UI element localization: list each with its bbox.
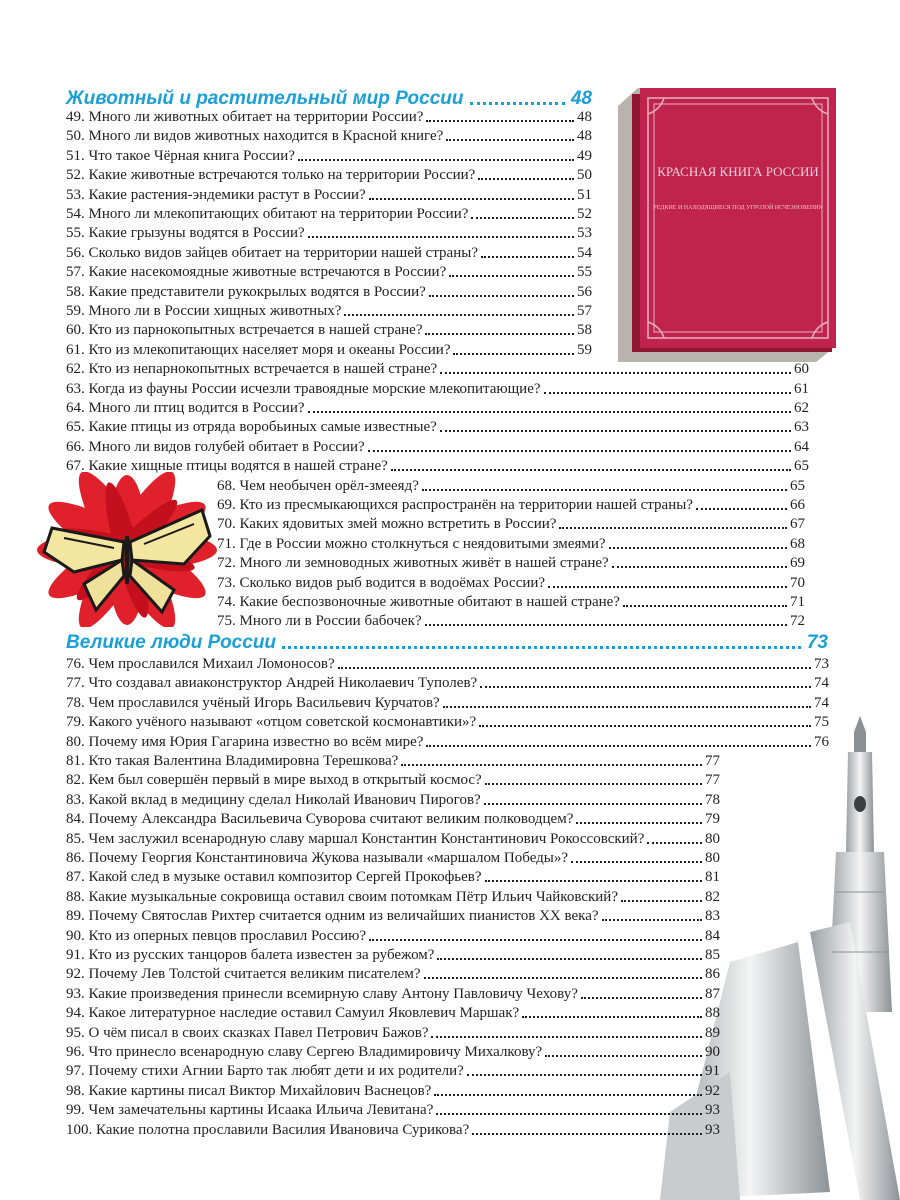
toc-page-number: 88 bbox=[705, 1005, 720, 1022]
toc-question: 56. Сколько видов зайцев обитает на территории нашей страны? bbox=[66, 244, 478, 261]
dot-leader bbox=[609, 547, 787, 549]
toc-page-number: 73 bbox=[814, 656, 829, 672]
toc-question: 54. Много ли млекопитающих обитают на территории России? bbox=[66, 206, 469, 222]
dot-leader bbox=[446, 139, 574, 141]
dot-leader bbox=[437, 958, 702, 960]
toc-entry[interactable] bbox=[66, 984, 720, 1003]
toc-entry[interactable] bbox=[66, 301, 592, 320]
toc-entry[interactable] bbox=[66, 165, 592, 184]
dot-leader bbox=[559, 527, 787, 529]
toc-entry[interactable] bbox=[217, 514, 805, 533]
toc-page-number: 60 bbox=[794, 361, 809, 378]
dot-leader bbox=[425, 333, 574, 335]
toc-page-number: 74 bbox=[814, 694, 829, 711]
dot-leader bbox=[338, 667, 811, 669]
dot-leader bbox=[453, 353, 574, 355]
toc-question: 99. Чем замечательны картины Исаака Ильича Левитана? bbox=[66, 1102, 434, 1119]
toc-question: 53. Какие растения-эндемики растут в России? bbox=[66, 186, 366, 203]
toc-entry[interactable] bbox=[66, 243, 592, 262]
toc-question: 86. Почему Георгия Константиновича Жукова называли «маршалом Победы»? bbox=[66, 850, 569, 866]
toc-entry[interactable] bbox=[66, 673, 829, 692]
toc-question: 59. Много ли в России хищных животных? bbox=[66, 303, 342, 319]
dot-leader bbox=[647, 842, 702, 844]
toc-page-number: 92 bbox=[705, 1082, 720, 1099]
toc-page-number: 48 bbox=[577, 109, 592, 125]
toc-entry[interactable] bbox=[217, 534, 805, 553]
toc-entry[interactable] bbox=[66, 282, 592, 301]
toc-question: 100. Какие полотна прославили Василия Ивановича Сурикова? bbox=[66, 1121, 470, 1138]
toc-question: 76. Чем прославился Михаил Ломоносов? bbox=[66, 656, 335, 672]
dot-leader bbox=[485, 783, 702, 785]
dot-leader bbox=[485, 880, 702, 882]
toc-entry[interactable] bbox=[66, 848, 720, 867]
toc-page-number: 66 bbox=[790, 497, 805, 513]
dot-leader bbox=[424, 977, 703, 979]
toc-page-number: 49 bbox=[577, 147, 592, 164]
toc-page-number: 50 bbox=[577, 167, 592, 184]
toc-page-number: 51 bbox=[577, 186, 592, 203]
toc-entry[interactable] bbox=[66, 398, 809, 417]
toc-page-number: 74 bbox=[814, 675, 829, 692]
toc-entry[interactable] bbox=[217, 495, 805, 514]
toc-page-number: 79 bbox=[705, 811, 720, 828]
dot-leader bbox=[436, 1113, 702, 1115]
toc-question: 49. Много ли животных обитает на территории России? bbox=[66, 109, 424, 125]
toc-question: 81. Кто такая Валентина Владимировна Терешкова? bbox=[66, 753, 399, 769]
toc-question: 84. Почему Александра Васильевича Суворова считают великим полководцем? bbox=[66, 811, 574, 828]
toc-question: 79. Какого учёного называют «отцом советской космонавтики»? bbox=[66, 714, 477, 731]
toc-question: 85. Чем заслужил всенародную славу маршал Константин Константинович Рокоссовский? bbox=[66, 830, 645, 847]
toc-page-number: 85 bbox=[705, 947, 720, 963]
toc-question: 72. Много ли земноводных животных живёт в нашей стране? bbox=[217, 555, 609, 572]
red-book-illustration bbox=[610, 84, 840, 364]
toc-entry[interactable] bbox=[217, 476, 805, 495]
dot-leader bbox=[440, 372, 791, 374]
toc-question: 66. Много ли видов голубей обитает в России? bbox=[66, 438, 365, 455]
dot-leader bbox=[481, 256, 574, 258]
dot-leader bbox=[545, 1055, 702, 1057]
toc-entry[interactable] bbox=[66, 1003, 720, 1022]
dot-leader bbox=[391, 469, 791, 471]
toc-question: 82. Кем был совершён первый в мире выход в открытый космос? bbox=[66, 772, 482, 789]
toc-entry[interactable] bbox=[66, 456, 809, 475]
toc-entry[interactable] bbox=[66, 867, 720, 886]
toc-page-number: 55 bbox=[577, 264, 592, 281]
toc-page-number: 80 bbox=[705, 850, 720, 866]
toc-entry[interactable] bbox=[66, 1120, 720, 1139]
toc-page-number: 93 bbox=[705, 1121, 720, 1138]
toc-question: 90. Кто из оперных певцов прославил Россию? bbox=[66, 927, 367, 944]
toc-question: 70. Каких ядовитых змей можно встретить в России? bbox=[217, 516, 557, 533]
toc-page-number: 48 bbox=[577, 128, 592, 145]
toc-page-number: 62 bbox=[794, 400, 809, 416]
toc-page-number: 61 bbox=[794, 380, 809, 397]
toc-page-number: 86 bbox=[705, 966, 720, 983]
toc-entry[interactable] bbox=[66, 906, 720, 925]
dot-leader bbox=[478, 178, 574, 180]
toc-page-number: 63 bbox=[794, 419, 809, 436]
dot-leader bbox=[429, 295, 574, 297]
dot-leader bbox=[369, 198, 574, 200]
toc-question: 57. Какие насекомоядные животные встречаются в России? bbox=[66, 264, 447, 281]
toc-question: 95. О чём писал в своих сказках Павел Петрович Бажов? bbox=[66, 1024, 429, 1041]
toc-question: 64. Много ли птиц водится в России? bbox=[66, 400, 305, 416]
toc-question: 60. Кто из парнокопытных встречается в нашей стране? bbox=[66, 322, 423, 339]
toc-question: 73. Сколько видов рыб водится в водоёмах России? bbox=[217, 574, 546, 591]
toc-question: 67. Какие хищные птицы водятся в нашей стране? bbox=[66, 458, 388, 475]
dot-leader bbox=[522, 1016, 702, 1018]
dot-leader bbox=[426, 120, 574, 122]
toc-question: 78. Чем прославился учёный Игорь Васильевич Курчатов? bbox=[66, 694, 440, 711]
toc-entry[interactable] bbox=[66, 417, 809, 436]
toc-page-number: 76 bbox=[814, 733, 829, 750]
dot-leader bbox=[344, 314, 574, 316]
toc-entry[interactable] bbox=[217, 573, 805, 592]
toc-page-number: 77 bbox=[705, 772, 720, 789]
toc-entry[interactable] bbox=[217, 611, 805, 630]
dot-leader bbox=[431, 1036, 702, 1038]
dot-leader bbox=[369, 939, 702, 941]
toc-question: 62. Кто из непарнокопытных встречается в нашей стране? bbox=[66, 361, 438, 378]
toc-entry[interactable] bbox=[66, 359, 809, 378]
dot-leader bbox=[470, 102, 565, 105]
toc-page-number: 71 bbox=[790, 594, 805, 610]
toc-entry[interactable] bbox=[66, 945, 720, 964]
toc-entry[interactable] bbox=[217, 553, 805, 572]
dot-leader bbox=[576, 822, 702, 824]
toc-question: 83. Какой вклад в медицину сделал Николай Иванович Пирогов? bbox=[66, 791, 481, 808]
toc-page-number: 57 bbox=[577, 303, 592, 319]
toc-question: 52. Какие животные встречаются только на территории России? bbox=[66, 167, 476, 184]
toc-entry[interactable] bbox=[66, 340, 592, 359]
toc-question: 87. Какой след в музыке оставил композитор Сергей Прокофьев? bbox=[66, 869, 482, 886]
toc-question: 50. Много ли видов животных находится в Красной книге? bbox=[66, 128, 444, 145]
dot-leader bbox=[368, 450, 791, 452]
toc-entry[interactable] bbox=[66, 790, 720, 809]
butterfly-on-flower-illustration bbox=[34, 472, 220, 627]
dot-leader bbox=[480, 686, 811, 688]
toc-entry[interactable] bbox=[66, 732, 829, 751]
toc-page-number: 77 bbox=[705, 753, 720, 769]
toc-entry[interactable] bbox=[66, 654, 829, 673]
dot-leader bbox=[282, 646, 801, 649]
toc-page-number: 65 bbox=[794, 458, 809, 475]
book-subtitle: РЕДКИЕ И НАХОДЯЩИЕСЯ ПОД УГРОЗОЙ ИСЧЕЗНОВЕНИЯ bbox=[653, 205, 823, 211]
dot-leader bbox=[479, 725, 811, 727]
dot-leader bbox=[484, 803, 702, 805]
toc-question: 91. Кто из русских танцоров балета известен за рубежом? bbox=[66, 947, 435, 963]
toc-question: 94. Какое литературное наследие оставил Самуил Яковлевич Маршак? bbox=[66, 1005, 520, 1022]
toc-question: 58. Какие представители рукокрылых водятся в России? bbox=[66, 283, 426, 300]
toc-page-number: 87 bbox=[705, 985, 720, 1002]
toc-page-number: 54 bbox=[577, 244, 592, 261]
toc-page-number: 78 bbox=[705, 791, 720, 808]
toc-question: 96. Что принесло всенародную славу Сергею Владимировичу Михалкову? bbox=[66, 1044, 543, 1060]
toc-page-number: 90 bbox=[705, 1044, 720, 1060]
dot-leader bbox=[434, 1094, 702, 1096]
toc-page-number: 84 bbox=[705, 927, 720, 944]
toc-entry[interactable] bbox=[66, 1100, 720, 1119]
toc-question: 89. Почему Святослав Рихтер считается одним из величайших пианистов XX века? bbox=[66, 908, 599, 925]
toc-question: 88. Какие музыкальные сокровища оставил своим потомкам Пётр Ильич Чайковский? bbox=[66, 888, 618, 905]
toc-question: 93. Какие произведения принесли всемирную славу Антону Павловичу Чехову? bbox=[66, 985, 578, 1002]
toc-entry[interactable] bbox=[66, 809, 720, 828]
toc-question: 61. Кто из млекопитающих населяет моря и океаны России? bbox=[66, 341, 451, 358]
toc-page-number: 69 bbox=[790, 555, 805, 572]
toc-page-number: 93 bbox=[705, 1102, 720, 1119]
toc-entry[interactable] bbox=[217, 592, 805, 611]
dot-leader bbox=[623, 605, 787, 607]
toc-question: 69. Кто из пресмыкающихся распространён на территории нашей страны? bbox=[217, 497, 693, 513]
toc-page-number: 70 bbox=[790, 574, 805, 591]
dot-leader bbox=[401, 764, 702, 766]
toc-page-number: 72 bbox=[790, 613, 805, 630]
dot-leader bbox=[471, 217, 574, 219]
toc-page-number: 80 bbox=[705, 830, 720, 847]
toc-entry[interactable] bbox=[66, 1042, 720, 1061]
toc-entry[interactable] bbox=[66, 712, 829, 731]
dot-leader bbox=[298, 159, 574, 161]
toc-entry[interactable] bbox=[66, 204, 592, 223]
toc-page-number: 59 bbox=[577, 341, 592, 358]
dot-leader bbox=[443, 706, 811, 708]
toc-question: 97. Почему стихи Агнии Барто так любят дети и их родители? bbox=[66, 1063, 464, 1080]
toc-entry[interactable] bbox=[66, 126, 592, 145]
toc-entry[interactable] bbox=[66, 146, 592, 165]
toc-entry[interactable] bbox=[66, 185, 592, 204]
toc-entry[interactable] bbox=[66, 320, 592, 339]
dot-leader bbox=[571, 861, 702, 863]
toc-entry[interactable] bbox=[66, 964, 720, 983]
toc-question: 77. Что создавал авиаконструктор Андрей Николаевич Туполев? bbox=[66, 675, 478, 692]
toc-question: 68. Чем необычен орёл-змееяд? bbox=[217, 477, 419, 494]
toc-page-number: 65 bbox=[790, 477, 805, 494]
dot-leader bbox=[602, 919, 702, 921]
book-title: КРАСНАЯ КНИГА РОССИИ bbox=[657, 164, 819, 179]
toc-entry[interactable] bbox=[66, 693, 829, 712]
toc-question: 80. Почему имя Юрия Гагарина известно во всём мире? bbox=[66, 733, 424, 750]
section-page-number: 48 bbox=[570, 88, 592, 109]
toc-question: 63. Когда из фауны России исчезли травоядные морские млекопитающие? bbox=[66, 380, 541, 397]
section-heading-great-people[interactable] bbox=[66, 630, 828, 654]
dot-leader bbox=[621, 900, 702, 902]
dot-leader bbox=[548, 586, 787, 588]
dot-leader bbox=[472, 1133, 702, 1135]
toc-page-number: 64 bbox=[794, 438, 809, 455]
dot-leader bbox=[612, 566, 787, 568]
toc-page-number: 91 bbox=[705, 1063, 720, 1080]
toc-page-number: 68 bbox=[790, 535, 805, 552]
toc-entry[interactable] bbox=[66, 379, 809, 398]
toc-page-number: 53 bbox=[577, 225, 592, 242]
dot-leader bbox=[467, 1074, 702, 1076]
toc-entry[interactable] bbox=[66, 751, 720, 770]
section-title: Великие люди России bbox=[66, 632, 277, 653]
dot-leader bbox=[544, 392, 791, 394]
section-page-number: 73 bbox=[806, 632, 828, 653]
toc-entry[interactable] bbox=[66, 262, 592, 281]
toc-question: 55. Какие грызуны водятся в России? bbox=[66, 225, 305, 242]
dot-leader bbox=[426, 745, 811, 747]
toc-question: 92. Почему Лев Толстой считается великим писателем? bbox=[66, 966, 421, 983]
toc-entry[interactable] bbox=[66, 1081, 720, 1100]
dot-leader bbox=[696, 508, 787, 510]
toc-page-number: 52 bbox=[577, 206, 592, 222]
dot-leader bbox=[440, 430, 791, 432]
toc-page-number: 82 bbox=[705, 888, 720, 905]
toc-entry[interactable] bbox=[66, 107, 592, 126]
toc-question: 75. Много ли в России бабочек? bbox=[217, 613, 422, 630]
toc-page-number: 81 bbox=[705, 869, 720, 886]
toc-question: 51. Что такое Чёрная книга России? bbox=[66, 147, 295, 164]
dot-leader bbox=[308, 236, 574, 238]
toc-page-number: 83 bbox=[705, 908, 720, 925]
toc-entry[interactable] bbox=[66, 223, 592, 242]
dot-leader bbox=[449, 275, 574, 277]
toc-page-number: 67 bbox=[790, 516, 805, 533]
toc-page-number: 89 bbox=[705, 1024, 720, 1041]
toc-entry[interactable] bbox=[66, 926, 720, 945]
toc-entry[interactable] bbox=[66, 770, 720, 789]
dot-leader bbox=[422, 489, 787, 491]
dot-leader bbox=[581, 997, 702, 999]
toc-page-number: 58 bbox=[577, 322, 592, 339]
toc-question: 74. Какие беспозвоночные животные обитают в нашей стране? bbox=[217, 594, 620, 610]
toc-page-number: 75 bbox=[814, 714, 829, 731]
toc-question: 65. Какие птицы из отряда воробьиных самые известные? bbox=[66, 419, 437, 436]
dot-leader bbox=[425, 624, 787, 626]
toc-entry[interactable] bbox=[66, 1061, 720, 1080]
section-title: Животный и растительный мир России bbox=[66, 88, 464, 109]
toc-entry[interactable] bbox=[66, 1023, 720, 1042]
toc-question: 71. Где в России можно столкнуться с неядовитыми змеями? bbox=[217, 535, 606, 552]
toc-entry[interactable] bbox=[66, 829, 720, 848]
dot-leader bbox=[308, 411, 792, 413]
toc-question: 98. Какие картины писал Виктор Михайлович Васнецов? bbox=[66, 1082, 432, 1099]
toc-page-number: 56 bbox=[577, 283, 592, 300]
toc-entry[interactable] bbox=[66, 437, 809, 456]
toc-entry[interactable] bbox=[66, 887, 720, 906]
